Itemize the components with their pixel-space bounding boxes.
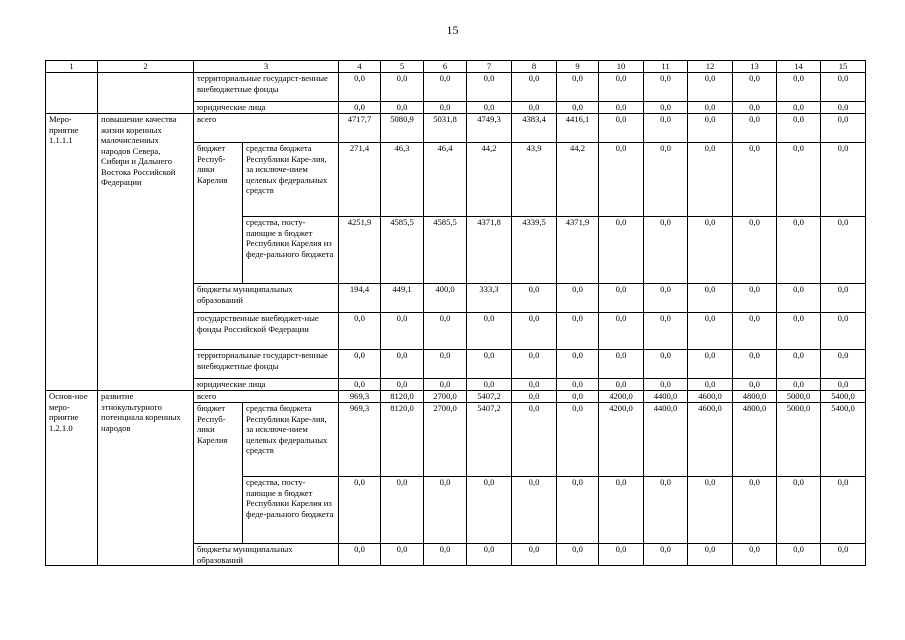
- value-cell: 4371,9: [557, 217, 599, 284]
- value-cell: 0,0: [512, 73, 557, 102]
- value-cell: 0,0: [339, 477, 381, 544]
- value-cell: 43,9: [512, 143, 557, 217]
- value-cell: 333,3: [467, 284, 512, 313]
- value-cell: 0,0: [339, 544, 381, 566]
- value-cell: 0,0: [339, 313, 381, 350]
- header-cell: 4: [339, 61, 381, 73]
- value-cell: 44,2: [467, 143, 512, 217]
- value-cell: 0,0: [733, 217, 777, 284]
- value-cell: 4749,3: [467, 114, 512, 143]
- value-cell: 5080,9: [381, 114, 424, 143]
- value-cell: 0,0: [557, 477, 599, 544]
- value-cell: 0,0: [688, 143, 733, 217]
- value-cell: 5400,0: [821, 391, 866, 403]
- value-cell: 4200,0: [599, 403, 644, 477]
- value-cell: 4717,7: [339, 114, 381, 143]
- value-cell: 0,0: [688, 102, 733, 114]
- value-cell: 8120,0: [381, 403, 424, 477]
- value-cell: 0,0: [777, 217, 821, 284]
- value-cell: 4585,5: [381, 217, 424, 284]
- value-cell: 0,0: [688, 544, 733, 566]
- value-cell: 0,0: [424, 313, 467, 350]
- value-cell: 0,0: [599, 379, 644, 391]
- header-cell: 8: [512, 61, 557, 73]
- value-cell: 5031,8: [424, 114, 467, 143]
- total-label: всего: [194, 391, 339, 403]
- value-cell: 0,0: [557, 73, 599, 102]
- value-cell: 0,0: [557, 391, 599, 403]
- code-cell: [46, 73, 98, 114]
- value-cell: 0,0: [688, 114, 733, 143]
- measure-code: Меро-приятие 1.1.1.1: [46, 114, 98, 391]
- value-cell: 0,0: [424, 477, 467, 544]
- measure-name: развитие этнокультурного потенциала коренных народов: [98, 391, 194, 566]
- value-cell: 0,0: [821, 544, 866, 566]
- value-cell: 0,0: [821, 217, 866, 284]
- value-cell: 4371,8: [467, 217, 512, 284]
- value-cell: 400,0: [424, 284, 467, 313]
- value-cell: 0,0: [777, 477, 821, 544]
- value-cell: 4251,9: [339, 217, 381, 284]
- value-cell: 4200,0: [599, 391, 644, 403]
- value-cell: 4400,0: [644, 391, 688, 403]
- value-cell: 0,0: [424, 544, 467, 566]
- value-cell: 5407,2: [467, 391, 512, 403]
- value-cell: 0,0: [381, 379, 424, 391]
- header-cell: 5: [381, 61, 424, 73]
- value-cell: 0,0: [381, 73, 424, 102]
- total-label: всего: [194, 114, 339, 143]
- value-cell: 4339,5: [512, 217, 557, 284]
- value-cell: 4600,0: [688, 403, 733, 477]
- value-cell: 0,0: [777, 284, 821, 313]
- value-cell: 194,4: [339, 284, 381, 313]
- value-cell: 0,0: [688, 217, 733, 284]
- value-cell: 0,0: [557, 403, 599, 477]
- value-cell: 0,0: [512, 403, 557, 477]
- source-label: юридические лица: [194, 102, 339, 114]
- value-cell: 0,0: [644, 313, 688, 350]
- value-cell: 0,0: [644, 379, 688, 391]
- value-cell: 0,0: [424, 73, 467, 102]
- value-cell: 0,0: [821, 313, 866, 350]
- value-cell: 0,0: [821, 143, 866, 217]
- table-row: [46, 114, 866, 143]
- value-cell: 0,0: [599, 73, 644, 102]
- value-cell: 0,0: [599, 284, 644, 313]
- value-cell: 0,0: [733, 379, 777, 391]
- value-cell: 0,0: [512, 379, 557, 391]
- value-cell: 0,0: [512, 284, 557, 313]
- source-label: бюджеты муниципальных образований: [194, 544, 339, 566]
- value-cell: 0,0: [599, 114, 644, 143]
- value-cell: 0,0: [733, 114, 777, 143]
- value-cell: 0,0: [339, 379, 381, 391]
- value-cell: 4585,5: [424, 217, 467, 284]
- budget-source-label: средства бюджета Республики Каре-лия, за исключе-нием целевых федеральных средств: [243, 403, 339, 477]
- value-cell: 0,0: [821, 350, 866, 379]
- value-cell: 0,0: [599, 477, 644, 544]
- value-cell: 0,0: [777, 143, 821, 217]
- value-cell: 0,0: [777, 114, 821, 143]
- header-cell: 15: [821, 61, 866, 73]
- value-cell: 0,0: [599, 544, 644, 566]
- table-row: [46, 391, 866, 403]
- value-cell: 0,0: [688, 284, 733, 313]
- value-cell: 969,3: [339, 403, 381, 477]
- value-cell: 4600,0: [688, 391, 733, 403]
- value-cell: 46,4: [424, 143, 467, 217]
- value-cell: 0,0: [821, 477, 866, 544]
- value-cell: 0,0: [467, 102, 512, 114]
- value-cell: 0,0: [777, 350, 821, 379]
- header-cell: 2: [98, 61, 194, 73]
- value-cell: 0,0: [733, 73, 777, 102]
- value-cell: 0,0: [644, 114, 688, 143]
- source-label: территориальные государст-венные внебюджетные фонды: [194, 350, 339, 379]
- value-cell: 0,0: [644, 217, 688, 284]
- header-cell: 12: [688, 61, 733, 73]
- value-cell: 0,0: [733, 544, 777, 566]
- value-cell: 0,0: [777, 379, 821, 391]
- value-cell: 0,0: [557, 350, 599, 379]
- value-cell: 0,0: [381, 477, 424, 544]
- budget-table: [45, 60, 866, 566]
- value-cell: 0,0: [557, 544, 599, 566]
- value-cell: 0,0: [688, 313, 733, 350]
- measure-name: повышение качества жизни коренных малочисленных народов Севера, Сибири и Дальнего Востока Российской Федерации: [98, 114, 194, 391]
- value-cell: 0,0: [821, 73, 866, 102]
- value-cell: 0,0: [467, 73, 512, 102]
- header-cell: 3: [194, 61, 339, 73]
- value-cell: 4383,4: [512, 114, 557, 143]
- value-cell: 0,0: [467, 477, 512, 544]
- header-cell: 1: [46, 61, 98, 73]
- value-cell: 0,0: [688, 477, 733, 544]
- value-cell: 0,0: [644, 102, 688, 114]
- value-cell: 0,0: [644, 350, 688, 379]
- value-cell: 0,0: [557, 313, 599, 350]
- value-cell: 0,0: [733, 350, 777, 379]
- value-cell: 0,0: [557, 379, 599, 391]
- value-cell: 5000,0: [777, 403, 821, 477]
- value-cell: 5407,2: [467, 403, 512, 477]
- value-cell: 0,0: [688, 73, 733, 102]
- source-label: государственные внебюджет-ные фонды Российской Федерации: [194, 313, 339, 350]
- page-number: 15: [446, 23, 459, 37]
- value-cell: 0,0: [688, 379, 733, 391]
- header-cell: 13: [733, 61, 777, 73]
- value-cell: 0,0: [599, 143, 644, 217]
- source-label: бюджеты муниципальных образований: [194, 284, 339, 313]
- value-cell: 0,0: [733, 102, 777, 114]
- budget-label: бюджет Респуб-лики Карелия: [194, 143, 243, 284]
- value-cell: 8120,0: [381, 391, 424, 403]
- value-cell: 0,0: [381, 313, 424, 350]
- value-cell: 0,0: [821, 102, 866, 114]
- value-cell: 0,0: [467, 313, 512, 350]
- value-cell: 2700,0: [424, 391, 467, 403]
- value-cell: 0,0: [733, 284, 777, 313]
- value-cell: 0,0: [381, 544, 424, 566]
- table-row: [46, 73, 866, 102]
- value-cell: 0,0: [644, 284, 688, 313]
- header-cell: 10: [599, 61, 644, 73]
- value-cell: 4800,0: [733, 403, 777, 477]
- header-cell: 11: [644, 61, 688, 73]
- header-cell: 14: [777, 61, 821, 73]
- value-cell: 46,3: [381, 143, 424, 217]
- value-cell: 0,0: [777, 73, 821, 102]
- value-cell: 0,0: [599, 313, 644, 350]
- header-cell: 9: [557, 61, 599, 73]
- value-cell: 0,0: [821, 379, 866, 391]
- value-cell: 0,0: [821, 284, 866, 313]
- value-cell: 0,0: [512, 350, 557, 379]
- budget-source-label: средства, посту-пающие в бюджет Республики Карелия из феде-рального бюджета: [243, 217, 339, 284]
- value-cell: 0,0: [733, 143, 777, 217]
- value-cell: 0,0: [339, 73, 381, 102]
- value-cell: 0,0: [512, 391, 557, 403]
- value-cell: 0,0: [599, 217, 644, 284]
- value-cell: 0,0: [424, 379, 467, 391]
- value-cell: 0,0: [599, 102, 644, 114]
- measure-code: Основ-ное меро-приятие 1.2.1.0: [46, 391, 98, 566]
- value-cell: 0,0: [512, 477, 557, 544]
- header-cell: 7: [467, 61, 512, 73]
- value-cell: 0,0: [644, 143, 688, 217]
- value-cell: 0,0: [644, 477, 688, 544]
- source-label: территориальные государст-венные внебюджетные фонды: [194, 73, 339, 102]
- value-cell: 0,0: [733, 313, 777, 350]
- value-cell: 0,0: [557, 102, 599, 114]
- header-row: [46, 61, 866, 73]
- value-cell: 4416,1: [557, 114, 599, 143]
- value-cell: 0,0: [381, 350, 424, 379]
- value-cell: 0,0: [777, 544, 821, 566]
- source-label: юридические лица: [194, 379, 339, 391]
- value-cell: 0,0: [424, 102, 467, 114]
- value-cell: 0,0: [821, 114, 866, 143]
- value-cell: 0,0: [733, 477, 777, 544]
- value-cell: 0,0: [424, 350, 467, 379]
- value-cell: 969,3: [339, 391, 381, 403]
- value-cell: 4800,0: [733, 391, 777, 403]
- name-cell: [98, 73, 194, 114]
- value-cell: 5000,0: [777, 391, 821, 403]
- value-cell: 0,0: [599, 350, 644, 379]
- value-cell: 449,1: [381, 284, 424, 313]
- header-cell: 6: [424, 61, 467, 73]
- value-cell: 0,0: [381, 102, 424, 114]
- budget-label: бюджет Респуб-лики Карелия: [194, 403, 243, 544]
- value-cell: 2700,0: [424, 403, 467, 477]
- value-cell: 0,0: [644, 544, 688, 566]
- value-cell: 0,0: [467, 544, 512, 566]
- value-cell: 0,0: [557, 284, 599, 313]
- value-cell: 0,0: [512, 544, 557, 566]
- value-cell: 44,2: [557, 143, 599, 217]
- value-cell: 0,0: [512, 102, 557, 114]
- value-cell: 271,4: [339, 143, 381, 217]
- value-cell: 0,0: [467, 379, 512, 391]
- value-cell: 0,0: [688, 350, 733, 379]
- budget-source-label: средства бюджета Республики Каре-лия, за исключе-нием целевых федеральных средств: [243, 143, 339, 217]
- value-cell: 5400,0: [821, 403, 866, 477]
- value-cell: 0,0: [644, 73, 688, 102]
- value-cell: 0,0: [777, 313, 821, 350]
- value-cell: 0,0: [467, 350, 512, 379]
- value-cell: 4400,0: [644, 403, 688, 477]
- value-cell: 0,0: [339, 102, 381, 114]
- value-cell: 0,0: [512, 313, 557, 350]
- value-cell: 0,0: [339, 350, 381, 379]
- budget-source-label: средства, посту-пающие в бюджет Республики Карелия из феде-рального бюджета: [243, 477, 339, 544]
- value-cell: 0,0: [777, 102, 821, 114]
